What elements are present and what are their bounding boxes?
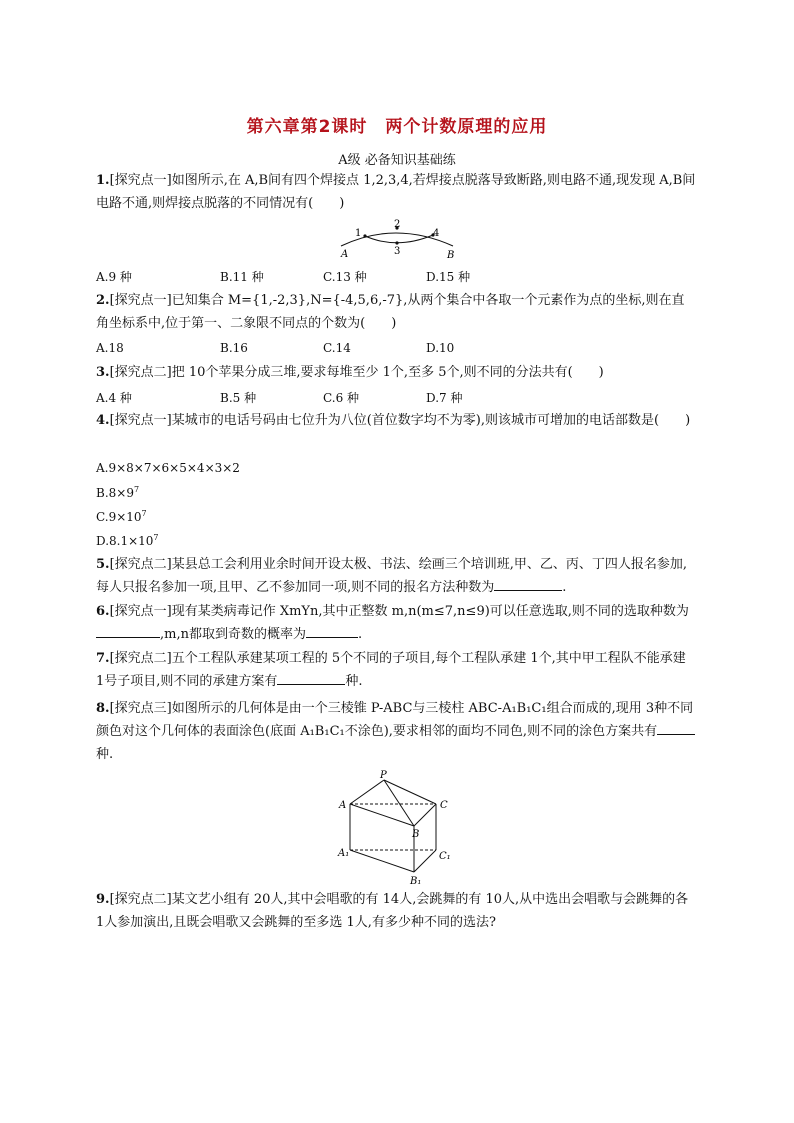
figure-label: C₁ (439, 851, 451, 862)
answer-blank[interactable] (494, 576, 562, 591)
question-text: [探究点一]已知集合 M={1,-2,3},N={-4,5,6,-7},从两个集合中各取一个元素作为点的坐标,则在直角坐标系中,位于第一、二象限不同点的个数为( ) (96, 293, 685, 331)
option-d[interactable]: D.15 种 (426, 270, 471, 284)
figure-label: B (412, 829, 420, 840)
question-9 (96, 888, 696, 934)
q3-options (96, 389, 696, 409)
question-7: 7.[探究点二]五个工程队承建某项工程的 5个不同的子项目,每个工程队承建 1个,其中甲工程队不能承建 1号子项目,则不同的承建方案有 种. (96, 651, 686, 689)
option-c[interactable]: C.6 种 (323, 391, 360, 405)
figure-label: 4 (433, 228, 440, 239)
question-number: 5. (96, 557, 110, 572)
figure-label: A (341, 249, 349, 260)
option-c[interactable]: $C.9\times 10^7$ (96, 509, 147, 524)
question-number: 7. (96, 651, 110, 666)
question-number: 9. (96, 892, 110, 907)
figure-label: 2 (394, 219, 401, 230)
question-text: [探究点二]某县总工会利用业余时间开设太极、书法、绘画三个培训班,甲、乙、丙、丁四人报名参加,每人只报名参加一项,且甲、乙不参加同一项,则不同的报名方法种数为 (96, 557, 687, 595)
option-b[interactable]: $B.8\times 9^7$ (96, 485, 140, 500)
q2-options (96, 341, 696, 361)
answer-blank[interactable] (277, 670, 345, 685)
question-1 (96, 169, 696, 215)
figure-label: A₁ (338, 848, 350, 859)
question-text: [探究点一]现有某类病毒记作 XmYn,其中正整数 m,n(m≤7,n≤9)可以任意选取,则不同的选取种数为 (109, 604, 689, 619)
question-5: 5.[探究点二]某县总工会利用业余时间开设太极、书法、绘画三个培训班,甲、乙、丙、丁四人报名参加,每人只报名参加一项,且甲、乙不参加同一项,则不同的报名方法种数为 . (96, 557, 687, 595)
figure-label: P (380, 770, 387, 781)
option-c[interactable]: C.14 (323, 341, 351, 355)
figure-label: B (447, 250, 455, 261)
option-b[interactable]: B.16 (220, 341, 248, 355)
question-text: [探究点二]把 10个苹果分成三堆,要求每堆至少 1个,至多 5个,则不同的分法共有( ) (109, 365, 604, 380)
question-6: 6.[探究点一]现有某类病毒记作 XmYn,其中正整数 m,n(m≤7,n≤9)可以任意选取,则不同的选取种数为,m,n都取到奇数的概率为 . (96, 604, 689, 642)
option-a[interactable]: A.4 种 (96, 391, 132, 405)
option-a[interactable]: A.9 种 (96, 270, 132, 284)
q1-options (96, 268, 696, 288)
figure-label: 1 (355, 228, 362, 239)
option-d[interactable]: D.7 种 (426, 391, 463, 405)
option-c[interactable]: C.13 种 (323, 270, 367, 284)
option-d[interactable]: D.10 (426, 341, 455, 355)
question-2 (96, 289, 696, 335)
figure-label: 3 (394, 246, 401, 257)
page-title: 第六章第2课时 两个计数原理的应用 (246, 117, 548, 137)
option-a[interactable]: A.18 (96, 341, 124, 355)
question-8: 8.[探究点三]如图所示的几何体是由一个三棱锥 P-ABC与三棱柱 ABC-A₁B₁C₁组合而成的,现用 3种不同颜色对这个几何体的表面涂色(底面 A₁B₁C₁不涂色),要求相邻的面均不同色,则不同的涂色方案共有种. (96, 701, 694, 762)
option-d[interactable]: $D.8.1\times 10^7$ (96, 533, 159, 548)
question-number: 2. (96, 293, 110, 308)
question-number: 6. (96, 604, 110, 619)
option-b[interactable]: B.5 种 (220, 391, 257, 405)
question-text: [探究点一]某城市的电话号码由七位升为八位(首位数字均不为零),则该城市可增加的电话部数是( ) (109, 413, 691, 428)
section-heading: A级 必备知识基础练 (338, 153, 456, 168)
question-text: [探究点二]某文艺小组有 20人,其中会唱歌的有 14人,会跳舞的有 10人,从中选出会唱歌与会跳舞的各 1人参加演出,且既会唱歌又会跳舞的至多选 1人,有多少种不同的选法? (96, 892, 689, 930)
question-number: 4. (96, 413, 110, 428)
question-number: 8. (96, 701, 110, 716)
figure-label: A (339, 800, 347, 811)
question-number: 1. (96, 173, 110, 188)
question-text: [探究点三]如图所示的几何体是由一个三棱锥 P-ABC与三棱柱 ABC-A₁B₁C₁组合而成的,现用 3种不同颜色对这个几何体的表面涂色(底面 A₁B₁C₁不涂色),要求相邻的面均不同色,则不同的涂色方案共有 (96, 701, 694, 739)
question-text: [探究点一]如图所示,在 A,B间有四个焊接点 1,2,3,4,若焊接点脱落导致断路,则电路不通,现发现 A,B间电路不通,则焊接点脱落的不同情况有( ) (96, 173, 696, 211)
figure-label: B₁ (410, 876, 422, 887)
figure-label: C (440, 800, 448, 811)
answer-blank[interactable] (96, 623, 160, 638)
answer-blank[interactable] (306, 623, 358, 638)
question-text: [探究点二]五个工程队承建某项工程的 5个不同的子项目,每个工程队承建 1个,其中甲工程队不能承建 1号子项目,则不同的承建方案有 (96, 651, 686, 689)
question-3 (96, 361, 696, 384)
circuit-figure (335, 218, 465, 262)
question-4 (96, 409, 696, 432)
option-b[interactable]: B.11 种 (220, 270, 264, 284)
question-number: 3. (96, 365, 110, 380)
answer-blank[interactable] (657, 720, 695, 735)
solid-figure (336, 768, 466, 888)
option-a[interactable]: A.9×8×7×6×5×4×3×2 (96, 461, 240, 475)
